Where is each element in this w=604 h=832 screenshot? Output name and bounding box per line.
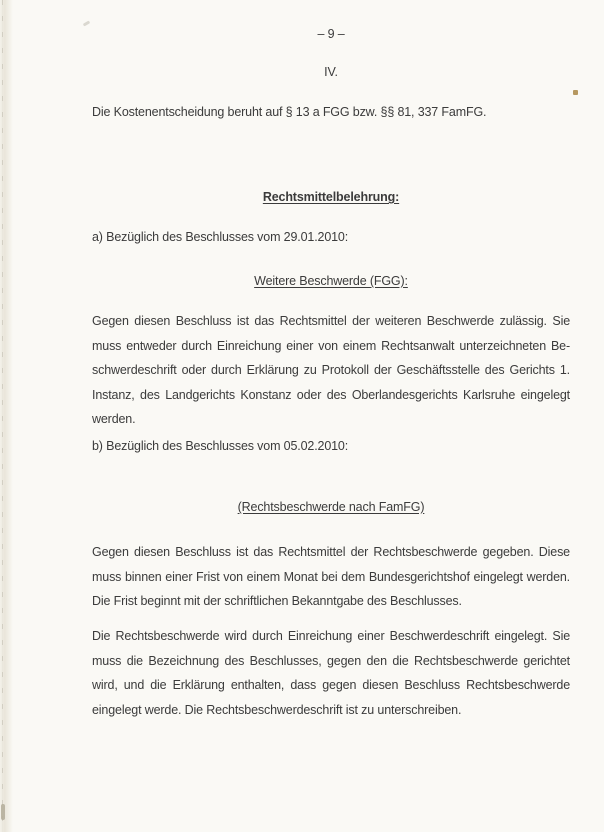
remedies-instruction-heading-text: Rechtsmittelbelehrung: <box>262 190 400 204</box>
further-appeal-heading-text: Weitere Beschwerde (FGG): <box>254 274 408 288</box>
paragraph-line: eingelegt werde. Die Rechtsbeschwerdeschrift ist zu unterschreiben. <box>92 702 462 717</box>
scan-edge-line <box>2 0 3 832</box>
paragraph-line: Gegen diesen Beschluss ist das Rechtsmittel der weiteren Beschwerde zulässig. Sie <box>92 314 570 328</box>
legal-complaint-paragraph-1 <box>92 540 570 614</box>
paragraph-line: Instanz, des Landgerichts Konstanz oder des Oberlandesgerichts Karlsruhe eingelegt <box>92 387 570 402</box>
scan-speck-faint <box>83 20 91 26</box>
page-number: – 9 – <box>317 27 345 41</box>
scan-speck <box>573 90 578 95</box>
paragraph-line: muss die Bezeichnung des Beschlusses, gegen den die Rechtsbeschwerde gerichtet <box>92 653 570 668</box>
paragraph-line: schwerdeschrift oder durch Erklärung zu Protokoll der Geschäftsstelle des Gerichts 1. <box>92 363 570 377</box>
scan-edge-mark <box>1 804 5 820</box>
cost-decision-sentence: Die Kostenentscheidung beruht auf § 13 a FGG bzw. §§ 81, 337 FamFG. <box>92 105 487 119</box>
paragraph-line: Die Frist beginnt mit der schriftlichen Bekanntgabe des Beschlusses. <box>92 594 462 608</box>
paragraph-line: muss binnen einer Frist von einem Monat bei dem Bundesgerichtshof eingelegt werden. <box>92 569 570 584</box>
paragraph-line: Gegen diesen Beschluss ist das Rechtsmittel der Rechtsbeschwerde gegeben. Diese <box>92 545 570 559</box>
further-appeal-paragraph <box>92 309 570 432</box>
item-a-label: a) Bezüglich des Beschlusses vom 29.01.2010: <box>92 230 349 244</box>
item-b-label: b) Bezüglich des Beschlusses vom 05.02.2010: <box>92 439 349 453</box>
legal-complaint-paragraph-2 <box>92 624 570 722</box>
legal-complaint-heading <box>92 500 570 514</box>
paragraph-line: Die Rechtsbeschwerde wird durch Einreichung einer Beschwerdeschrift eingelegt. Sie <box>92 629 570 643</box>
legal-complaint-heading-text: (Rechtsbeschwerde nach FamFG) <box>237 500 425 514</box>
further-appeal-heading <box>92 274 570 288</box>
paragraph-line: werden. <box>92 412 136 426</box>
paragraph-line: muss entweder durch Einreichung einer von einem Rechtsanwalt unterzeichneten Be- <box>92 338 570 353</box>
section-numeral: IV. <box>324 65 338 79</box>
paragraph-line: wird, und die Erklärung enthalten, dass gegen diesen Beschluss Rechtsbeschwerde <box>92 678 570 692</box>
remedies-instruction-heading <box>92 190 570 204</box>
